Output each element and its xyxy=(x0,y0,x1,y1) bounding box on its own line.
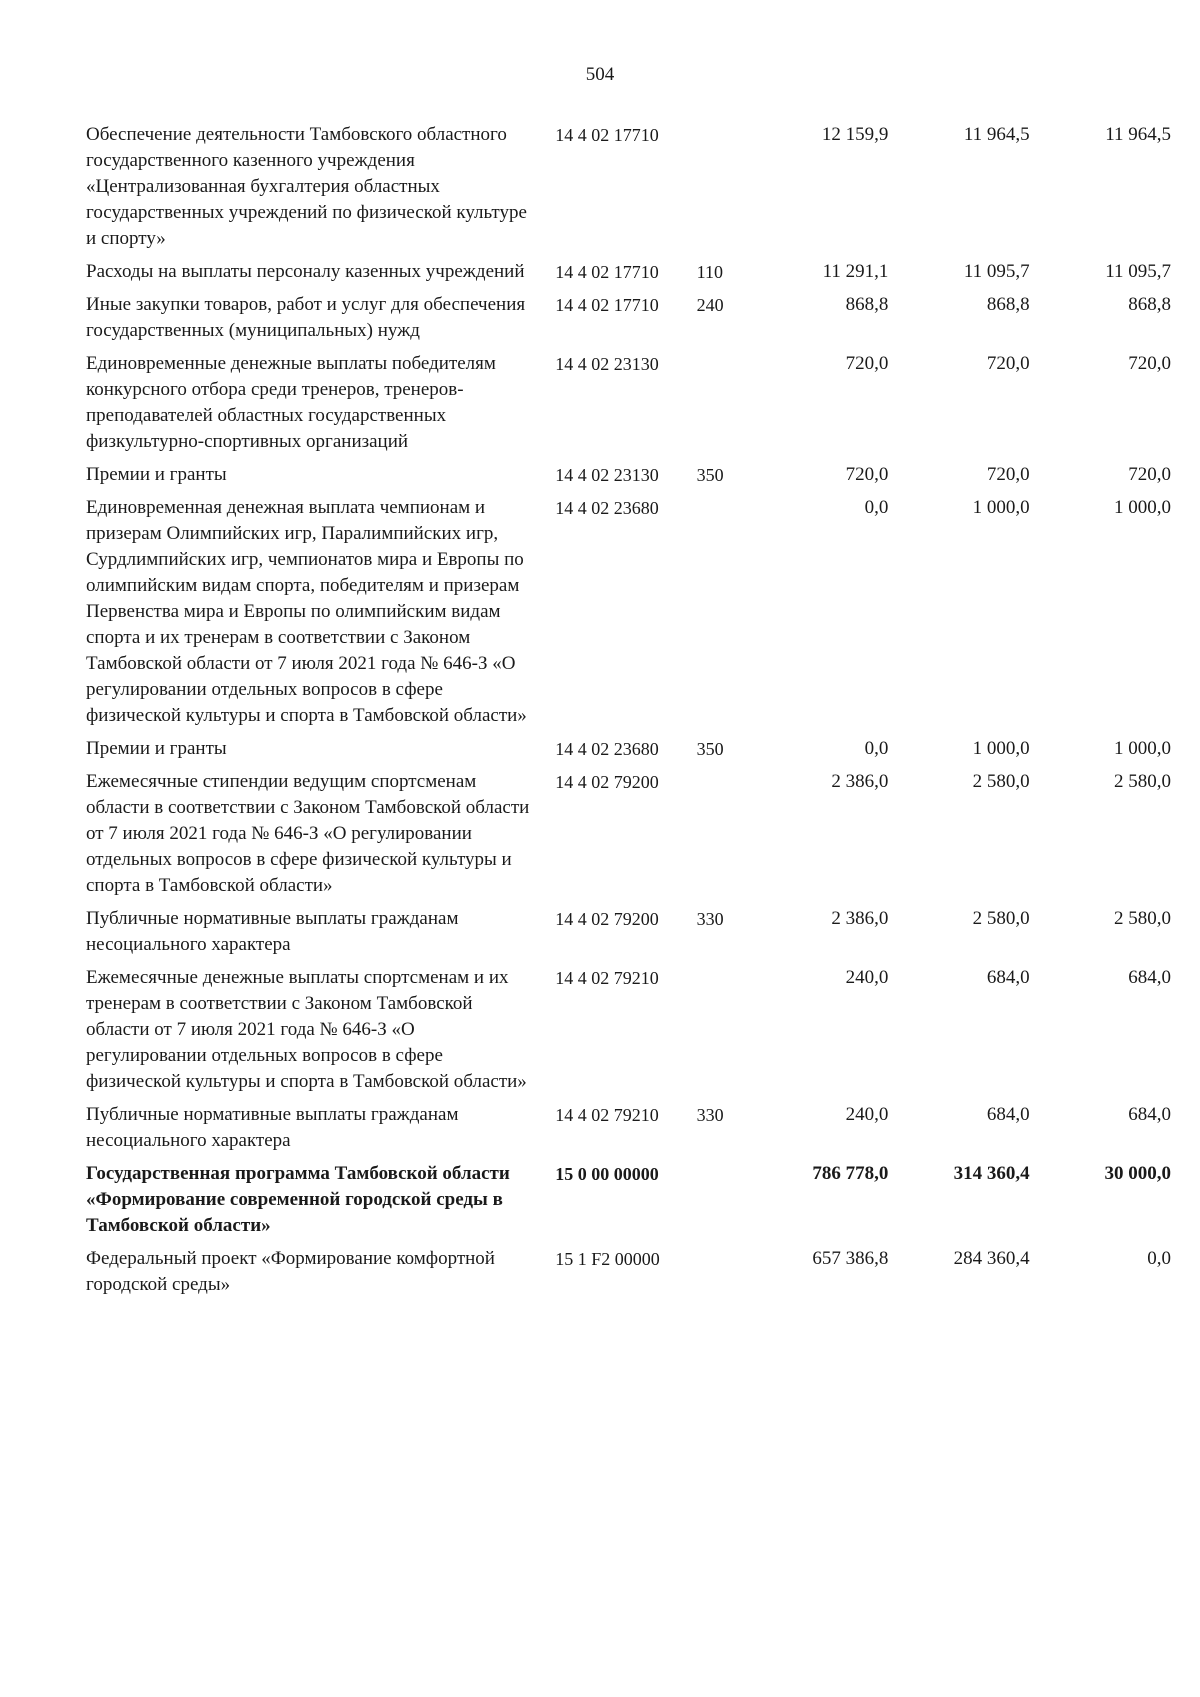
amount-year-2: 684,0 xyxy=(986,967,1030,988)
amount-year-1: 11 291,1 xyxy=(822,261,889,282)
expense-name: Публичные нормативные выплаты гражданам несоциального характера xyxy=(86,1104,459,1151)
expense-type-code xyxy=(697,965,742,1102)
target-article-code: 14 4 02 23130 xyxy=(555,465,659,485)
amount-year-3: 1 000,0 xyxy=(1114,497,1171,518)
expense-type-code xyxy=(697,769,742,906)
amount-year-2: 868,8 xyxy=(986,294,1030,315)
table-row xyxy=(86,1161,1171,1246)
expense-type-code xyxy=(697,351,742,462)
target-article-code: 14 4 02 79200 xyxy=(555,909,659,929)
amount-year-1: 720,0 xyxy=(845,464,889,485)
amount-year-3: 684,0 xyxy=(1128,1104,1171,1125)
amount-year-1: 0,0 xyxy=(864,738,889,759)
amount-year-2: 11 095,7 xyxy=(963,261,1030,282)
target-article-code: 14 4 02 23680 xyxy=(555,739,659,759)
expense-type-code xyxy=(697,1161,742,1246)
expense-name: Иные закупки товаров, работ и услуг для обеспечения государственных (муниципальных) нужд xyxy=(86,294,526,341)
amount-year-1: 240,0 xyxy=(845,967,889,988)
amount-year-1: 657 386,8 xyxy=(812,1248,889,1269)
amount-year-3: 11 964,5 xyxy=(1105,124,1171,145)
table-row xyxy=(86,122,1171,259)
amount-year-1: 2 386,0 xyxy=(831,771,889,792)
expense-name: Обеспечение деятельности Тамбовского областного государственного казенного учреждения «Централизованная бухгалтерия областных государственных учреждений по физической культуре и спорту» xyxy=(86,124,527,249)
target-article-code: 14 4 02 17710 xyxy=(555,125,659,145)
amount-year-3: 684,0 xyxy=(1128,967,1171,988)
amount-year-3: 30 000,0 xyxy=(1104,1163,1171,1184)
expense-type-code xyxy=(697,1246,742,1305)
table-row xyxy=(86,495,1171,736)
budget-table xyxy=(86,122,1171,1305)
expense-name: Ежемесячные стипендии ведущим спортсменам области в соответствии с Законом Тамбовской области от 7 июля 2021 года № 646-З «О регулировании отдельных вопросов в сфере физической культуры и спорта в Тамбовской области» xyxy=(86,771,530,896)
amount-year-1: 786 778,0 xyxy=(812,1163,889,1184)
amount-year-2: 1 000,0 xyxy=(972,738,1030,759)
amount-year-2: 2 580,0 xyxy=(972,908,1030,929)
target-article-code: 14 4 02 79210 xyxy=(555,968,659,988)
amount-year-2: 2 580,0 xyxy=(972,771,1030,792)
amount-year-2: 314 360,4 xyxy=(953,1163,1030,1184)
amount-year-3: 2 580,0 xyxy=(1114,771,1171,792)
table-row xyxy=(86,1246,1171,1305)
expense-name: Расходы на выплаты персоналу казенных учреждений xyxy=(86,261,525,282)
expense-type-code: 330 xyxy=(696,909,724,929)
target-article-code: 14 4 02 79210 xyxy=(555,1105,659,1125)
amount-year-2: 720,0 xyxy=(986,353,1030,374)
amount-year-3: 2 580,0 xyxy=(1114,908,1171,929)
table-row xyxy=(86,1102,1171,1161)
target-article-code: 15 0 00 00000 xyxy=(555,1164,659,1184)
expense-name: Федеральный проект «Формирование комфортной городской среды» xyxy=(86,1248,495,1295)
amount-year-1: 12 159,9 xyxy=(821,124,889,145)
amount-year-3: 720,0 xyxy=(1128,464,1171,485)
target-article-code: 14 4 02 17710 xyxy=(555,295,659,315)
expense-type-code: 330 xyxy=(696,1105,724,1125)
expense-name: Премии и гранты xyxy=(86,464,227,485)
expense-name: Государственная программа Тамбовской области «Формирование современной городской среды в Тамбовской области» xyxy=(86,1163,510,1236)
amount-year-3: 1 000,0 xyxy=(1114,738,1171,759)
expense-type-code: 350 xyxy=(696,465,724,485)
amount-year-3: 11 095,7 xyxy=(1105,261,1171,282)
expense-name: Единовременная денежная выплата чемпионам и призерам Олимпийских игр, Паралимпийских игр, Сурдлимпийских игр, чемпионатов мира и Европы по олимпийским видам спорта, победителям и призерам Первенства мира и Европы по олимпийским видам спорта и их тренерам в соответствии с Законом Тамбовской области от 7 июля 2021 года № 646-З «О регулировании отдельных вопросов в сфере физической культуры и спорта в Тамбовской области» xyxy=(86,497,527,726)
table-row xyxy=(86,736,1171,769)
expense-type-code: 110 xyxy=(696,262,723,282)
target-article-code: 14 4 02 23130 xyxy=(555,354,659,374)
table-row xyxy=(86,351,1171,462)
amount-year-1: 2 386,0 xyxy=(831,908,889,929)
amount-year-3: 0,0 xyxy=(1147,1248,1171,1269)
target-article-code: 15 1 F2 00000 xyxy=(555,1249,660,1269)
amount-year-2: 720,0 xyxy=(986,464,1030,485)
amount-year-1: 720,0 xyxy=(845,353,889,374)
target-article-code: 14 4 02 23680 xyxy=(555,498,659,518)
expense-type-code xyxy=(697,495,742,736)
table-row xyxy=(86,965,1171,1102)
expense-name: Ежемесячные денежные выплаты спортсменам и их тренерам в соответствии с Законом Тамбовской области от 7 июля 2021 года № 646-З «О регулировании отдельных вопросов в сфере физической культуры и спорта в Тамбовской области» xyxy=(86,967,527,1092)
amount-year-3: 868,8 xyxy=(1128,294,1171,315)
table-row xyxy=(86,769,1171,906)
amount-year-2: 684,0 xyxy=(986,1104,1030,1125)
expense-type-code: 350 xyxy=(696,739,724,759)
page-number: 504 xyxy=(585,64,615,85)
expense-type-code: 240 xyxy=(696,295,724,315)
table-row xyxy=(86,906,1171,965)
expense-type-code xyxy=(697,122,742,259)
amount-year-3: 720,0 xyxy=(1128,353,1171,374)
amount-year-1: 240,0 xyxy=(845,1104,889,1125)
target-article-code: 14 4 02 79200 xyxy=(555,772,659,792)
expense-name: Премии и гранты xyxy=(86,738,227,759)
amount-year-2: 1 000,0 xyxy=(972,497,1030,518)
target-article-code: 14 4 02 17710 xyxy=(555,262,659,282)
expense-name: Единовременные денежные выплаты победителям конкурсного отбора среди тренеров, тренеров-преподавателей областных государственных физкультурно-спортивных организаций xyxy=(86,353,496,452)
table-row xyxy=(86,462,1171,495)
amount-year-2: 284 360,4 xyxy=(953,1248,1030,1269)
amount-year-1: 0,0 xyxy=(864,497,889,518)
table-row xyxy=(86,292,1171,351)
amount-year-2: 11 964,5 xyxy=(963,124,1030,145)
table-row xyxy=(86,259,1171,292)
amount-year-1: 868,8 xyxy=(845,294,889,315)
expense-name: Публичные нормативные выплаты гражданам несоциального характера xyxy=(86,908,459,955)
table-body xyxy=(86,122,1171,1305)
